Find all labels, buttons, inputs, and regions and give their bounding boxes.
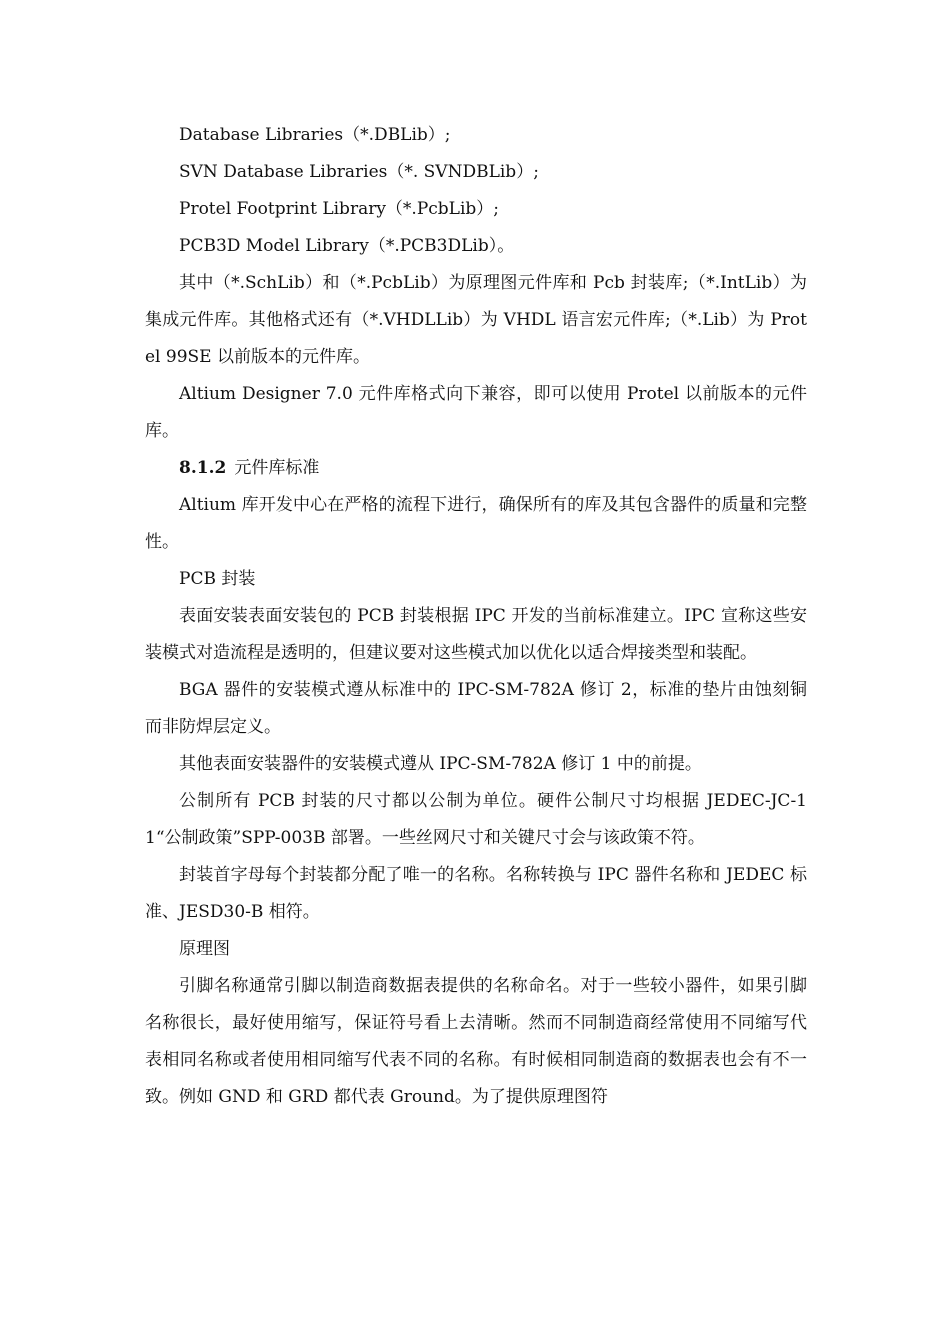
paragraph-bga: BGA 器件的安装模式遵从标准中的 IPC-SM-782A 修订 2，标准的垫片由蚀刻铜而非防焊层定义。: [145, 680, 807, 737]
paragraph-pin-names: 引脚名称通常引脚以制造商数据表提供的名称命名。对于一些较小器件，如果引脚名称很长，最好使用缩写，保证符号看上去清晰。然而不同制造商经常使用不同缩写代表相同名称或者使用相同缩写代表不同的名称。有时候相同制造商的数据表也会有不一致。例如 GND 和 GRD 都代表 Ground。为了提供原理图符: [145, 976, 807, 1107]
paragraph-pcb3dlib: PCB3D Model Library（*.PCB3DLib）。: [179, 236, 515, 256]
document-page: [145, 117, 807, 1116]
section-number: 8.1.2: [179, 458, 227, 478]
paragraph-library-formats: 其中（*.SchLib）和（*.PcbLib）为原理图元件库和 Pcb 封装库;（*.IntLib）为集成元件库。其他格式还有（*.VHDLLib）为 VHDL 语言宏元件库;（*.Lib）为 Protel 99SE 以前版本的元件库。: [145, 273, 807, 367]
paragraph-footprint-naming: 封装首字母每个封装都分配了唯一的名称。名称转换与 IPC 器件名称和 JEDEC 标准、JESD30-B 相符。: [145, 865, 807, 922]
section-heading: [145, 450, 807, 487]
section-title: 元件库标准: [234, 458, 320, 478]
paragraph-other-smd: 其他表面安装器件的安装模式遵从 IPC-SM-782A 修订 1 中的前提。: [179, 754, 702, 774]
paragraph-svndblib: SVN Database Libraries（*. SVNDBLib）;: [179, 162, 539, 182]
paragraph-compatibility: Altium Designer 7.0 元件库格式向下兼容，即可以使用 Protel 以前版本的元件库。: [145, 384, 807, 441]
paragraph-surface-mount: 表面安装表面安装包的 PCB 封装根据 IPC 开发的当前标准建立。IPC 宣称这些安装模式对造流程是透明的，但建议要对这些模式加以优化以适合焊接类型和装配。: [145, 606, 807, 663]
paragraph-pcblib: Protel Footprint Library（*.PcbLib）;: [179, 199, 500, 219]
paragraph-metric: 公制所有 PCB 封装的尺寸都以公制为单位。硬件公制尺寸均根据 JEDEC-JC-11“公制政策”SPP-003B 部署。一些丝网尺寸和关键尺寸会与该政策不符。: [145, 791, 807, 848]
paragraph-altium-center: Altium 库开发中心在严格的流程下进行，确保所有的库及其包含器件的质量和完整性。: [145, 495, 807, 552]
paragraph-dblib: Database Libraries（*.DBLib）;: [179, 125, 451, 145]
subheading-pcb-footprint: PCB 封装: [179, 569, 256, 589]
subheading-schematic: 原理图: [179, 939, 230, 959]
